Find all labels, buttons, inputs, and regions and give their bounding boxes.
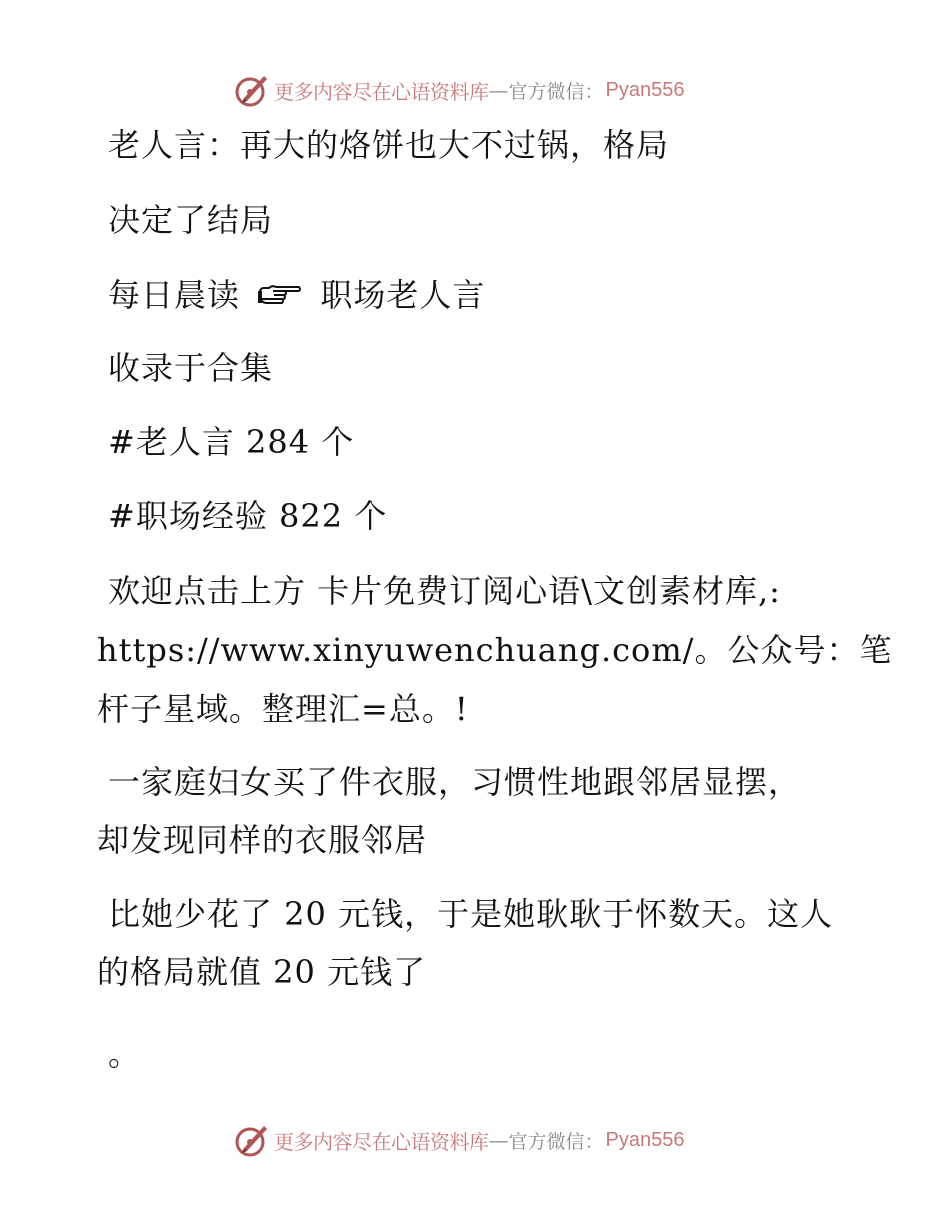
banner-wechat-id: Pyan556 (605, 78, 685, 101)
text-line-7: 欢迎点击上方 卡片免费订阅心语\文创素材库,: (108, 572, 781, 610)
text-line-3-prefix: 每日晨读 (108, 276, 241, 314)
text-line-13: 的格局就值 20 元钱了 (97, 953, 427, 991)
text-line-14: 。 (108, 1035, 142, 1073)
banner-brand-text: 更多内容尽在心语资料库 (274, 79, 489, 104)
text-line-3 (108, 275, 485, 315)
quill-pen-logo-icon (234, 1122, 270, 1158)
text-line-2: 决定了结局 (108, 201, 274, 239)
banner-wechat-label: 官方微信： (508, 80, 604, 103)
banner-wechat-label: 官方微信： (508, 1130, 604, 1153)
banner-brand-text: 更多内容尽在心语资料库 (274, 1129, 489, 1154)
text-line-1: 老人言：再大的烙饼也大不过锅，格局 (108, 126, 670, 164)
header-banner (234, 70, 684, 110)
banner-separator: — (488, 1128, 509, 1152)
text-line-3-suffix: 职场老人言 (320, 276, 486, 314)
text-line-9: 杆子星域。整理汇=总。! (97, 690, 469, 728)
text-line-12: 比她少花了 20 元钱，于是她耿耿于怀数天。这人 (108, 895, 834, 933)
quill-pen-logo-icon (234, 72, 270, 108)
text-line-11: 却发现同样的衣服邻居 (97, 821, 428, 859)
banner-separator: — (488, 78, 509, 102)
text-line-10: 一家庭妇女买了件衣服，习惯性地跟邻居显摆， (108, 763, 802, 801)
text-line-5: #老人言 284 个 (108, 423, 355, 461)
footer-banner (234, 1120, 684, 1160)
text-line-6: #职场经验 822 个 (108, 497, 388, 535)
banner-wechat-id: Pyan556 (605, 1128, 685, 1151)
text-line-4: 收录于合集 (108, 349, 274, 387)
pointing-hand-icon (257, 283, 303, 309)
text-line-8: https://www.xinyuwenchuang.com/。公众号：笔 (97, 631, 893, 669)
